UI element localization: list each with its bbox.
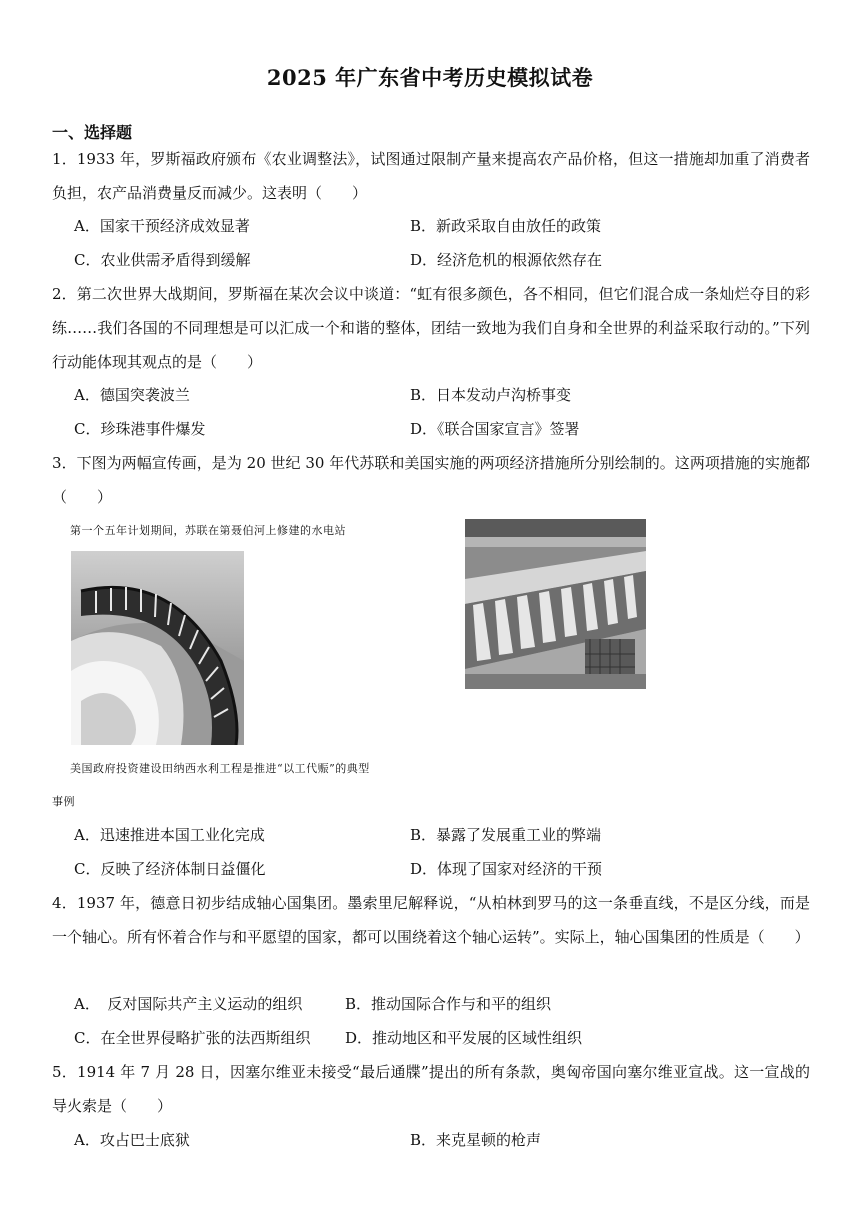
- question-4-stem: 4．1937 年，德意日初步结成轴心国集团。墨索里尼解释说，“从柏林到罗马的这一条垂直线，不是区分线，而是一个轴心。所有怀着合作与和平愿望的国家，都可以围绕着这个轴心运转”。实际上，轴心国集团的性质是（ ）: [52, 894, 810, 946]
- exam-title: 2025 年广东省中考历史模拟试卷: [266, 65, 594, 90]
- question-2-option-b[interactable]: B．日本发动卢沟桥事变: [410, 386, 572, 404]
- question-4-option-d[interactable]: D．推动地区和平发展的区域性组织: [345, 1029, 583, 1047]
- question-3-option-d[interactable]: D．体现了国家对经济的干预: [410, 860, 603, 878]
- question-2-option-d[interactable]: D．《联合国家宣言》签署: [410, 420, 580, 438]
- question-3-option-b[interactable]: B．暴露了发展重工业的弊端: [410, 826, 602, 844]
- figure-2-caption-continued: 事例: [52, 795, 75, 808]
- question-1-option-b[interactable]: B．新政采取自由放任的政策: [410, 217, 602, 235]
- question-2-stem: 2．第二次世界大战期间，罗斯福在某次会议中谈道：“虹有很多颜色，各不相同，但它们混合成一条灿烂夺目的彩练……我们各国的不同理想是可以汇成一个和谐的整体，团结一致地为我们自身和全世界的利益采取行动的。”下列行动能体现其观点的是（ ）: [52, 285, 810, 371]
- question-2-option-c[interactable]: C．珍珠港事件爆发: [74, 420, 206, 438]
- tennessee-dam-photo: [465, 519, 646, 689]
- figure-1-caption: 第一个五年计划期间，苏联在第聂伯河上修建的水电站: [70, 524, 346, 537]
- question-5-stem: 5．1914 年 7 月 28 日，因塞尔维亚未接受“最后通牒”提出的所有条款，奥匈帝国向塞尔维亚宣战。这一宣战的导火索是（ ）: [52, 1063, 810, 1115]
- figure-2-caption: 美国政府投资建设田纳西水利工程是推进“以工代赈”的典型: [70, 762, 370, 775]
- section-heading: 一、选择题: [52, 123, 133, 142]
- question-1-option-c[interactable]: C．农业供需矛盾得到缓解: [74, 251, 251, 269]
- question-2-option-a[interactable]: A．德国突袭波兰: [74, 386, 190, 404]
- question-1-option-a[interactable]: A．国家干预经济成效显著: [74, 217, 250, 235]
- question-5-option-b[interactable]: B．来克星顿的枪声: [410, 1131, 542, 1149]
- question-3-stem: 3．下图为两幅宣传画，是为 20 世纪 30 年代苏联和美国实施的两项经济措施所分别绘制的。这两项措施的实施都（ ）: [52, 454, 810, 506]
- question-4-option-b[interactable]: B．推动国际合作与和平的组织: [345, 995, 552, 1013]
- question-5-option-a[interactable]: A．攻占巴士底狱: [74, 1131, 190, 1149]
- question-3-option-a[interactable]: A．迅速推进本国工业化完成: [74, 826, 265, 844]
- question-4-option-a[interactable]: A． 反对国际共产主义运动的组织: [74, 995, 303, 1013]
- question-3-option-c[interactable]: C．反映了经济体制日益僵化: [74, 860, 266, 878]
- question-4-option-c[interactable]: C．在全世界侵略扩张的法西斯组织: [74, 1029, 311, 1047]
- question-1-stem: 1．1933 年，罗斯福政府颁布《农业调整法》，试图通过限制产量来提高农产品价格，但这一措施却加重了消费者负担，农产品消费量反而减少。这表明（ ）: [52, 150, 810, 202]
- dnieper-dam-photo: [71, 551, 244, 745]
- question-1-option-d[interactable]: D．经济危机的根源依然存在: [410, 251, 603, 269]
